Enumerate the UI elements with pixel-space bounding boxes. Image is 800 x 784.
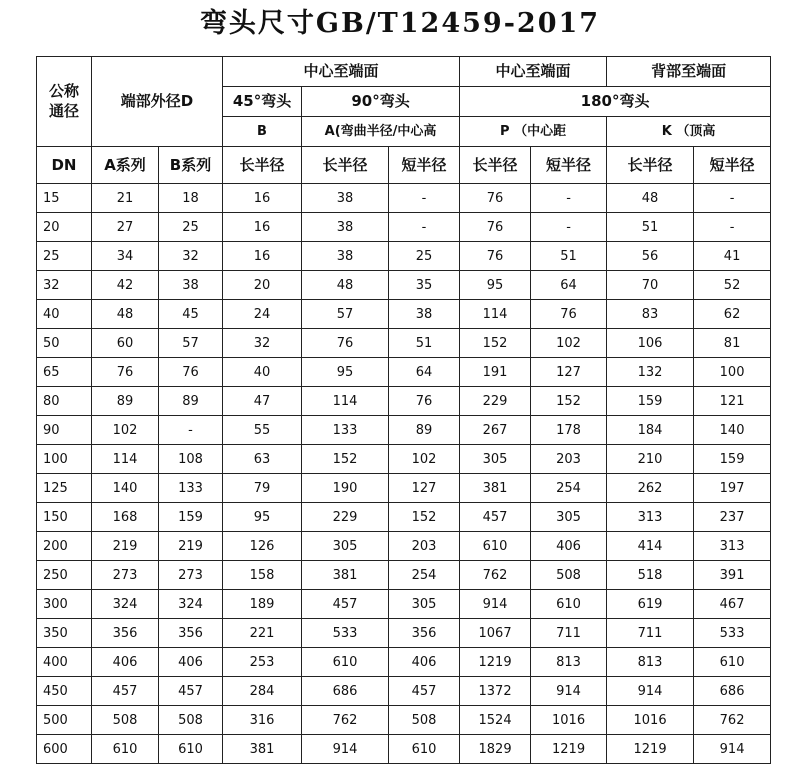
value-cell: 711 <box>531 619 607 648</box>
header-90-elbow: 90°弯头 <box>302 87 460 117</box>
value-cell: 518 <box>607 561 694 590</box>
value-cell: 62 <box>694 300 771 329</box>
header-col-k: K （顶高 <box>607 117 771 147</box>
value-cell: 381 <box>302 561 389 590</box>
value-cell: 25 <box>389 242 460 271</box>
value-cell: 38 <box>302 242 389 271</box>
value-cell: 83 <box>607 300 694 329</box>
value-cell: - <box>694 184 771 213</box>
value-cell: 610 <box>389 735 460 764</box>
value-cell: 356 <box>389 619 460 648</box>
table-row <box>37 503 771 532</box>
value-cell: 89 <box>92 387 159 416</box>
value-cell: 406 <box>389 648 460 677</box>
header-series-b: B系列 <box>159 147 223 184</box>
value-cell: 168 <box>92 503 159 532</box>
value-cell: 132 <box>607 358 694 387</box>
value-cell: 305 <box>531 503 607 532</box>
value-cell: 457 <box>460 503 531 532</box>
table-row <box>37 735 771 764</box>
value-cell: 32 <box>159 242 223 271</box>
table-row <box>37 648 771 677</box>
dn-cell: 450 <box>37 677 92 706</box>
value-cell: 262 <box>607 474 694 503</box>
value-cell: 89 <box>389 416 460 445</box>
value-cell: 76 <box>460 242 531 271</box>
value-cell: 1016 <box>531 706 607 735</box>
value-cell: 1219 <box>607 735 694 764</box>
value-cell: 76 <box>302 329 389 358</box>
value-cell: 203 <box>531 445 607 474</box>
value-cell: 267 <box>460 416 531 445</box>
value-cell: 63 <box>223 445 302 474</box>
value-cell: 324 <box>159 590 223 619</box>
value-cell: 305 <box>389 590 460 619</box>
value-cell: 89 <box>159 387 223 416</box>
value-cell: 127 <box>531 358 607 387</box>
value-cell: 1524 <box>460 706 531 735</box>
value-cell: 391 <box>694 561 771 590</box>
value-cell: 533 <box>694 619 771 648</box>
value-cell: 48 <box>92 300 159 329</box>
value-cell: 762 <box>460 561 531 590</box>
table-row <box>37 387 771 416</box>
dn-cell: 90 <box>37 416 92 445</box>
value-cell: - <box>531 184 607 213</box>
value-cell: 38 <box>159 271 223 300</box>
header-back-to-end: 背部至端面 <box>607 57 771 87</box>
header-short-radius-p: 短半径 <box>531 147 607 184</box>
value-cell: 51 <box>531 242 607 271</box>
value-cell: - <box>389 184 460 213</box>
value-cell: 914 <box>531 677 607 706</box>
value-cell: 76 <box>159 358 223 387</box>
value-cell: 914 <box>460 590 531 619</box>
value-cell: 41 <box>694 242 771 271</box>
value-cell: 100 <box>694 358 771 387</box>
header-short-radius-k: 短半径 <box>694 147 771 184</box>
value-cell: 159 <box>694 445 771 474</box>
value-cell: 762 <box>694 706 771 735</box>
value-cell: 16 <box>223 184 302 213</box>
value-cell: 686 <box>302 677 389 706</box>
header-col-p: P （中心距 <box>460 117 607 147</box>
value-cell: 95 <box>302 358 389 387</box>
value-cell: 55 <box>223 416 302 445</box>
value-cell: 64 <box>531 271 607 300</box>
header-center-to-end-180: 中心至端面 <box>460 57 607 87</box>
value-cell: 508 <box>389 706 460 735</box>
dn-cell: 150 <box>37 503 92 532</box>
dn-cell: 65 <box>37 358 92 387</box>
value-cell: 42 <box>92 271 159 300</box>
table-row <box>37 300 771 329</box>
value-cell: 27 <box>92 213 159 242</box>
value-cell: 114 <box>460 300 531 329</box>
value-cell: 21 <box>92 184 159 213</box>
header-outer-diameter: 端部外径D <box>92 57 223 147</box>
value-cell: 273 <box>159 561 223 590</box>
value-cell: 254 <box>531 474 607 503</box>
table-row <box>37 561 771 590</box>
value-cell: 76 <box>460 184 531 213</box>
table-row <box>37 532 771 561</box>
value-cell: 762 <box>302 706 389 735</box>
value-cell: 152 <box>302 445 389 474</box>
value-cell: 189 <box>223 590 302 619</box>
value-cell: 81 <box>694 329 771 358</box>
value-cell: 70 <box>607 271 694 300</box>
dn-cell: 200 <box>37 532 92 561</box>
value-cell: 324 <box>92 590 159 619</box>
header-col-a: A(弯曲半径/中心高 <box>302 117 460 147</box>
value-cell: 152 <box>460 329 531 358</box>
value-cell: 813 <box>607 648 694 677</box>
header-dn: DN <box>37 147 92 184</box>
value-cell: 254 <box>389 561 460 590</box>
header-long-radius-b: 长半径 <box>223 147 302 184</box>
header-col-b: B <box>223 117 302 147</box>
value-cell: 140 <box>92 474 159 503</box>
dn-cell: 32 <box>37 271 92 300</box>
value-cell: 914 <box>694 735 771 764</box>
value-cell: 38 <box>389 300 460 329</box>
value-cell: 406 <box>92 648 159 677</box>
header-45-elbow: 45°弯头 <box>223 87 302 117</box>
value-cell: 229 <box>302 503 389 532</box>
table-row <box>37 474 771 503</box>
value-cell: 114 <box>92 445 159 474</box>
dn-cell: 600 <box>37 735 92 764</box>
dn-cell: 250 <box>37 561 92 590</box>
header-nominal-diameter: 公称 通径 <box>37 57 92 147</box>
value-cell: 133 <box>159 474 223 503</box>
value-cell: 140 <box>694 416 771 445</box>
value-cell: 508 <box>531 561 607 590</box>
value-cell: 38 <box>302 184 389 213</box>
value-cell: 219 <box>159 532 223 561</box>
value-cell: 24 <box>223 300 302 329</box>
value-cell: - <box>694 213 771 242</box>
value-cell: 32 <box>223 329 302 358</box>
header-center-to-end: 中心至端面 <box>223 57 460 87</box>
value-cell: 25 <box>159 213 223 242</box>
value-cell: 102 <box>389 445 460 474</box>
value-cell: 313 <box>607 503 694 532</box>
value-cell: 34 <box>92 242 159 271</box>
elbow-dimension-table <box>36 56 771 764</box>
value-cell: 711 <box>607 619 694 648</box>
value-cell: 381 <box>223 735 302 764</box>
value-cell: 1219 <box>531 735 607 764</box>
value-cell: 210 <box>607 445 694 474</box>
value-cell: 356 <box>92 619 159 648</box>
dn-cell: 500 <box>37 706 92 735</box>
value-cell: 610 <box>531 590 607 619</box>
dn-cell: 20 <box>37 213 92 242</box>
table-row <box>37 445 771 474</box>
value-cell: - <box>389 213 460 242</box>
value-cell: 16 <box>223 242 302 271</box>
dn-cell: 50 <box>37 329 92 358</box>
value-cell: 57 <box>302 300 389 329</box>
value-cell: 45 <box>159 300 223 329</box>
value-cell: 610 <box>92 735 159 764</box>
value-cell: 273 <box>92 561 159 590</box>
value-cell: 610 <box>460 532 531 561</box>
dn-cell: 100 <box>37 445 92 474</box>
value-cell: - <box>531 213 607 242</box>
value-cell: 414 <box>607 532 694 561</box>
value-cell: 457 <box>92 677 159 706</box>
value-cell: 1016 <box>607 706 694 735</box>
value-cell: 152 <box>389 503 460 532</box>
value-cell: 197 <box>694 474 771 503</box>
value-cell: 467 <box>694 590 771 619</box>
value-cell: 159 <box>159 503 223 532</box>
value-cell: 813 <box>531 648 607 677</box>
value-cell: 48 <box>302 271 389 300</box>
header-short-radius-a: 短半径 <box>389 147 460 184</box>
value-cell: 1219 <box>460 648 531 677</box>
value-cell: 305 <box>460 445 531 474</box>
value-cell: 47 <box>223 387 302 416</box>
value-cell: 1067 <box>460 619 531 648</box>
value-cell: 52 <box>694 271 771 300</box>
value-cell: 51 <box>389 329 460 358</box>
value-cell: 686 <box>694 677 771 706</box>
table-row <box>37 213 771 242</box>
value-cell: 51 <box>607 213 694 242</box>
value-cell: 102 <box>531 329 607 358</box>
value-cell: 64 <box>389 358 460 387</box>
dn-cell: 350 <box>37 619 92 648</box>
dn-cell: 40 <box>37 300 92 329</box>
value-cell: 133 <box>302 416 389 445</box>
value-cell: 914 <box>607 677 694 706</box>
value-cell: 35 <box>389 271 460 300</box>
value-cell: 127 <box>389 474 460 503</box>
value-cell: 610 <box>694 648 771 677</box>
value-cell: 356 <box>159 619 223 648</box>
value-cell: 18 <box>159 184 223 213</box>
value-cell: 79 <box>223 474 302 503</box>
value-cell: 508 <box>92 706 159 735</box>
value-cell: 95 <box>223 503 302 532</box>
table-row <box>37 184 771 213</box>
value-cell: 48 <box>607 184 694 213</box>
header-series-a: A系列 <box>92 147 159 184</box>
table-row <box>37 677 771 706</box>
table-row <box>37 358 771 387</box>
value-cell: 114 <box>302 387 389 416</box>
value-cell: 619 <box>607 590 694 619</box>
value-cell: 108 <box>159 445 223 474</box>
value-cell: 158 <box>223 561 302 590</box>
dn-cell: 300 <box>37 590 92 619</box>
value-cell: 76 <box>460 213 531 242</box>
value-cell: 178 <box>531 416 607 445</box>
value-cell: 191 <box>460 358 531 387</box>
value-cell: 56 <box>607 242 694 271</box>
value-cell: 106 <box>607 329 694 358</box>
value-cell: - <box>159 416 223 445</box>
value-cell: 38 <box>302 213 389 242</box>
value-cell: 457 <box>389 677 460 706</box>
value-cell: 57 <box>159 329 223 358</box>
header-long-radius-p: 长半径 <box>460 147 531 184</box>
value-cell: 126 <box>223 532 302 561</box>
value-cell: 40 <box>223 358 302 387</box>
value-cell: 95 <box>460 271 531 300</box>
value-cell: 284 <box>223 677 302 706</box>
page-title: 弯头尺寸GB/T12459-2017 <box>199 8 601 39</box>
value-cell: 76 <box>92 358 159 387</box>
value-cell: 16 <box>223 213 302 242</box>
value-cell: 159 <box>607 387 694 416</box>
dn-cell: 25 <box>37 242 92 271</box>
value-cell: 381 <box>460 474 531 503</box>
value-cell: 152 <box>531 387 607 416</box>
value-cell: 406 <box>531 532 607 561</box>
value-cell: 305 <box>302 532 389 561</box>
header-long-radius-k: 长半径 <box>607 147 694 184</box>
value-cell: 508 <box>159 706 223 735</box>
value-cell: 237 <box>694 503 771 532</box>
value-cell: 184 <box>607 416 694 445</box>
table-row <box>37 329 771 358</box>
value-cell: 190 <box>302 474 389 503</box>
header-long-radius-a: 长半径 <box>302 147 389 184</box>
table-row <box>37 590 771 619</box>
value-cell: 219 <box>92 532 159 561</box>
table-row <box>37 271 771 300</box>
dn-cell: 400 <box>37 648 92 677</box>
header-180-elbow: 180°弯头 <box>460 87 771 117</box>
value-cell: 1372 <box>460 677 531 706</box>
dn-cell: 125 <box>37 474 92 503</box>
value-cell: 221 <box>223 619 302 648</box>
value-cell: 316 <box>223 706 302 735</box>
value-cell: 76 <box>531 300 607 329</box>
table-row <box>37 416 771 445</box>
value-cell: 914 <box>302 735 389 764</box>
value-cell: 406 <box>159 648 223 677</box>
dn-cell: 15 <box>37 184 92 213</box>
value-cell: 76 <box>389 387 460 416</box>
value-cell: 313 <box>694 532 771 561</box>
value-cell: 610 <box>302 648 389 677</box>
table-row <box>37 242 771 271</box>
table-row <box>37 706 771 735</box>
table-row <box>37 619 771 648</box>
value-cell: 203 <box>389 532 460 561</box>
value-cell: 102 <box>92 416 159 445</box>
value-cell: 121 <box>694 387 771 416</box>
value-cell: 533 <box>302 619 389 648</box>
value-cell: 610 <box>159 735 223 764</box>
value-cell: 457 <box>159 677 223 706</box>
value-cell: 253 <box>223 648 302 677</box>
value-cell: 457 <box>302 590 389 619</box>
value-cell: 20 <box>223 271 302 300</box>
value-cell: 229 <box>460 387 531 416</box>
value-cell: 60 <box>92 329 159 358</box>
value-cell: 1829 <box>460 735 531 764</box>
dn-cell: 80 <box>37 387 92 416</box>
